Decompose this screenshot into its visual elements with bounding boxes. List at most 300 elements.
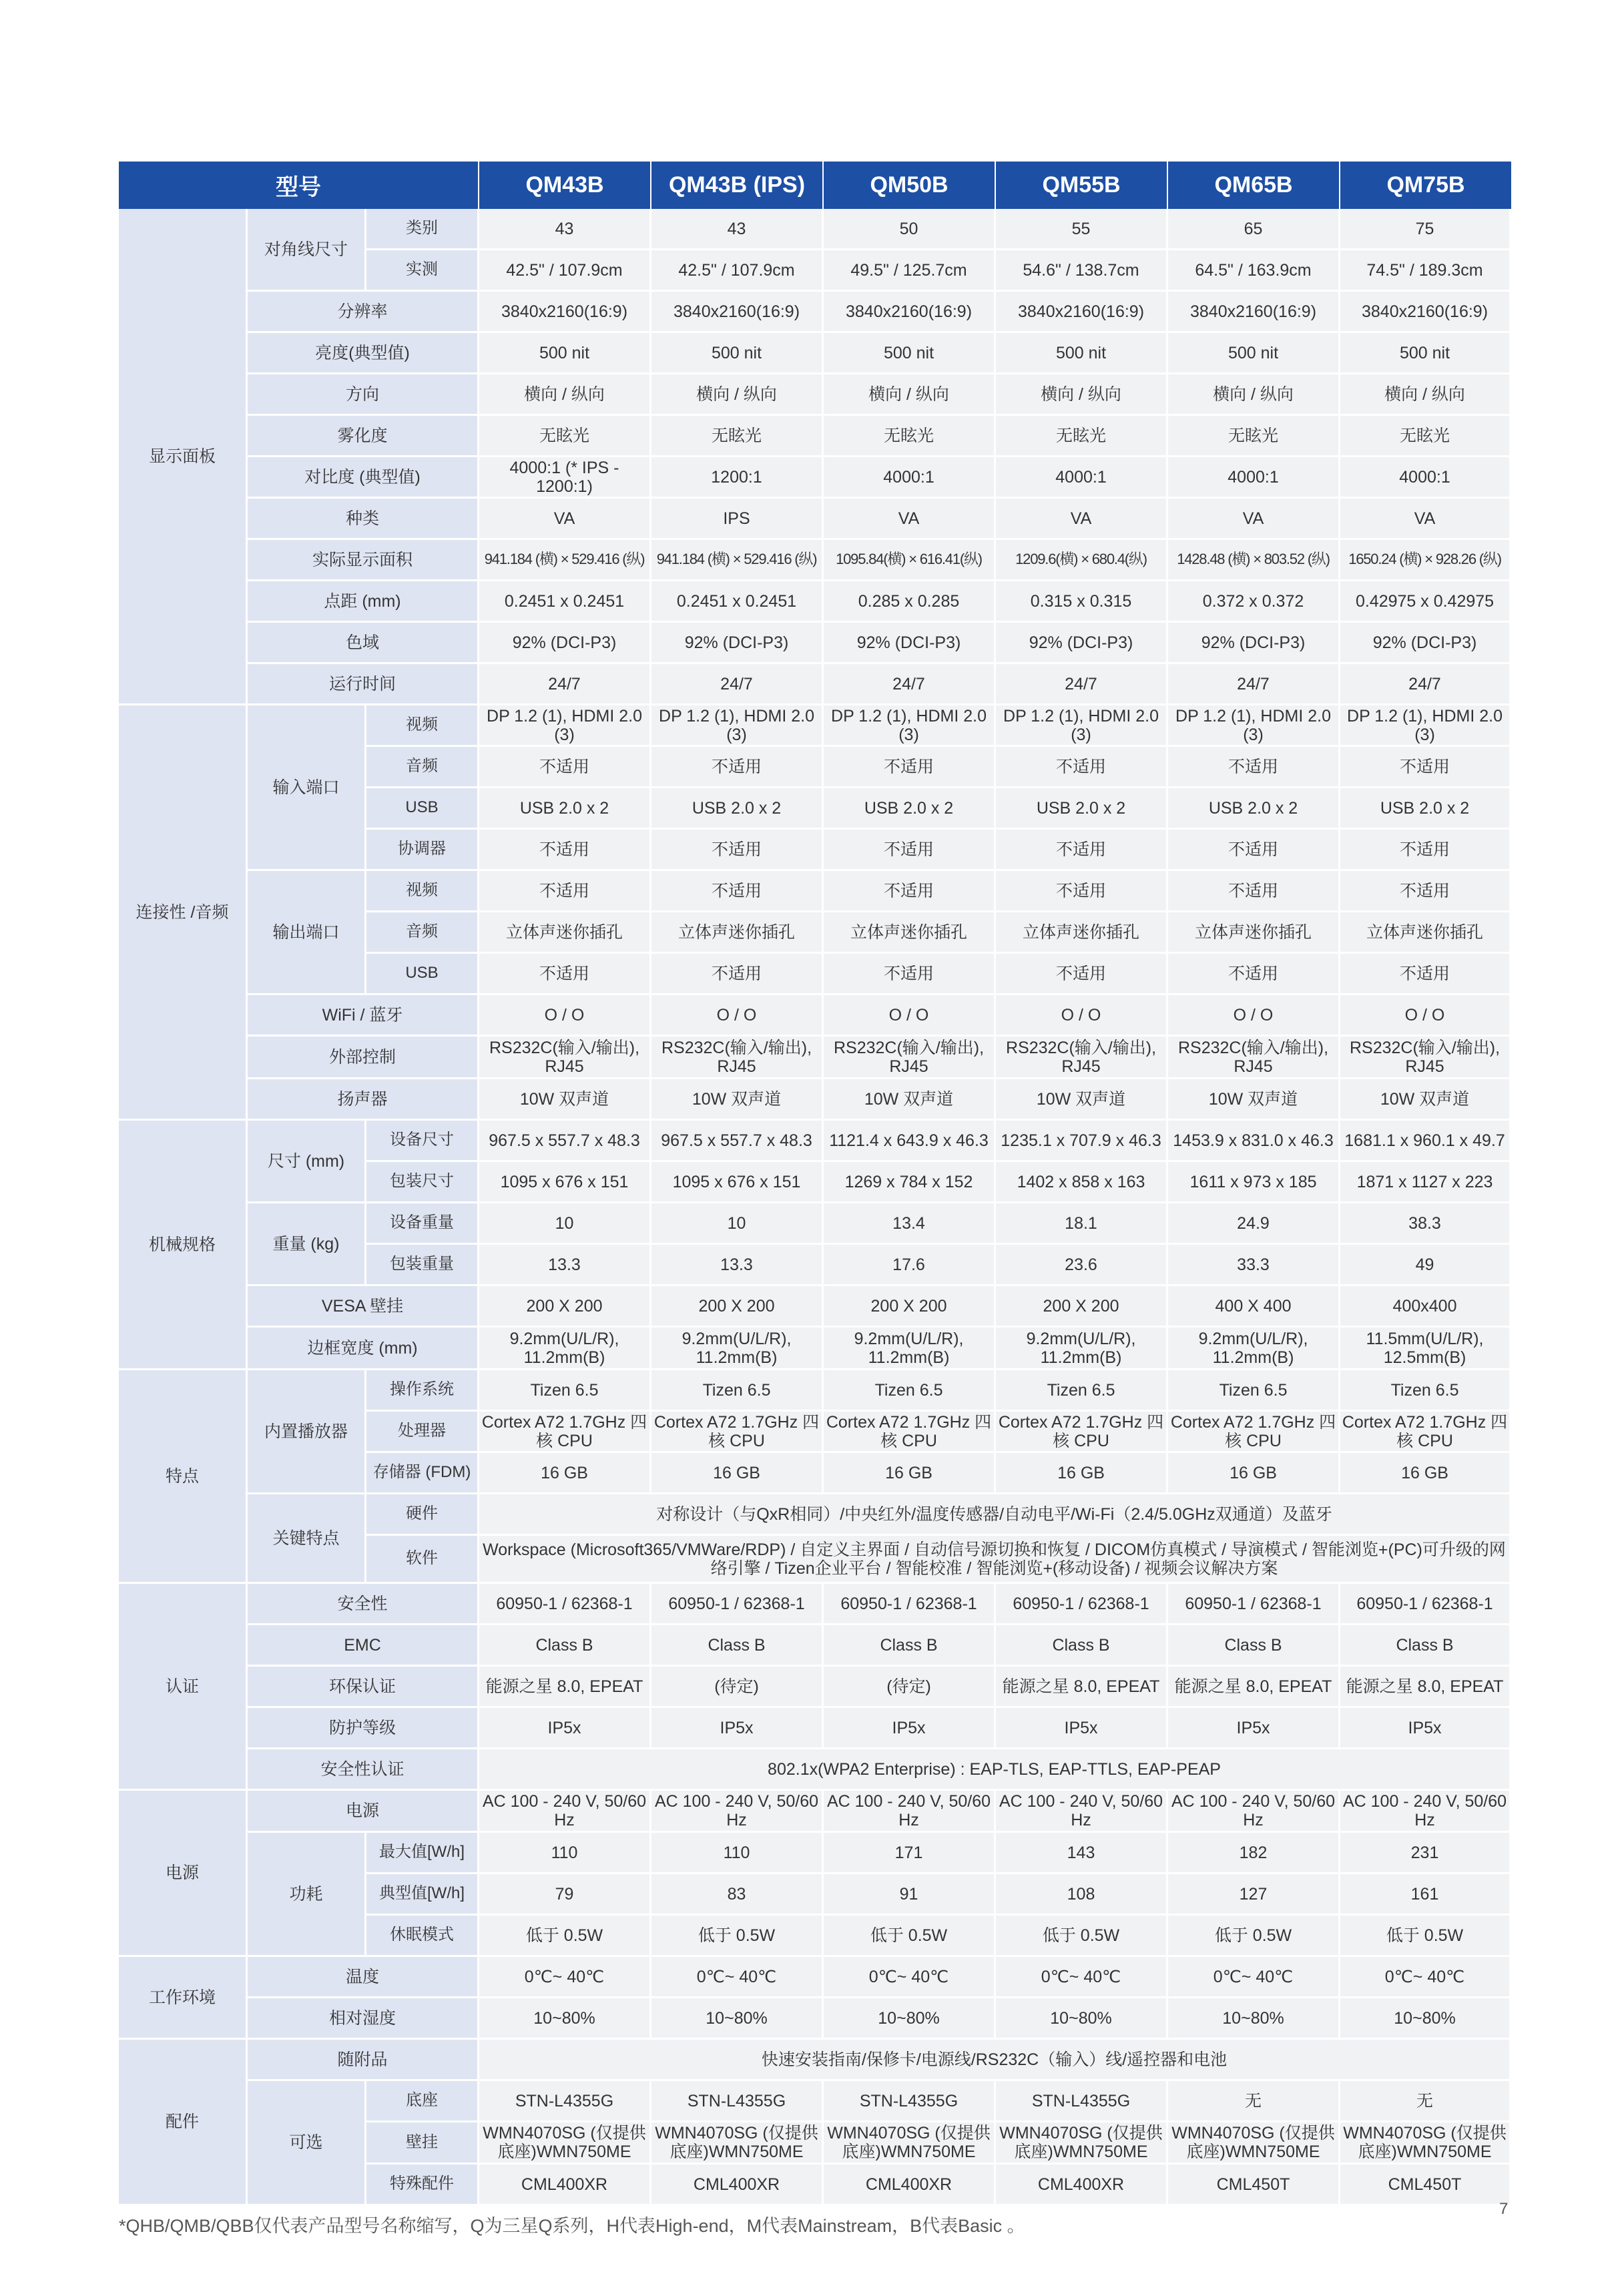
spec-row <box>119 1203 1511 1245</box>
spec-value: O / O <box>479 995 651 1037</box>
spec-value: CML400XR <box>996 2165 1168 2206</box>
spec-value: 10~80% <box>996 1998 1168 2040</box>
spec-row <box>119 1998 1511 2040</box>
spec-value: VA <box>1340 499 1511 540</box>
spec-value: 3840x2160(16:9) <box>1168 292 1340 333</box>
spec-value: 9.2mm(U/L/R), 11.2mm(B) <box>996 1328 1168 1370</box>
item-label: 设备尺寸 <box>366 1121 479 1162</box>
spec-value: 4000:1 <box>996 457 1168 499</box>
spec-value: Tizen 6.5 <box>479 1370 651 1412</box>
spec-value: 4000:1 <box>1340 457 1511 499</box>
spec-value: DP 1.2 (1), HDMI 2.0 (3) <box>1340 705 1511 747</box>
spec-value: DP 1.2 (1), HDMI 2.0 (3) <box>479 705 651 747</box>
spec-value: 38.3 <box>1340 1203 1511 1245</box>
spec-row <box>119 664 1511 705</box>
spec-value: 无 <box>1168 2081 1340 2122</box>
item-label: 处理器 <box>366 1412 479 1453</box>
spec-value: 92% (DCI-P3) <box>1340 623 1511 664</box>
spec-value: 54.6" / 138.7cm <box>996 250 1168 292</box>
spec-value: USB 2.0 x 2 <box>479 788 651 830</box>
spec-value: 60950-1 / 62368-1 <box>1168 1584 1340 1625</box>
spec-value: Tizen 6.5 <box>996 1370 1168 1412</box>
spec-row <box>119 1708 1511 1749</box>
spec-value: 立体声迷你插孔 <box>824 912 996 954</box>
spec-value: IP5x <box>1168 1708 1340 1749</box>
spec-value: USB 2.0 x 2 <box>824 788 996 830</box>
spec-value: 不适用 <box>1168 830 1340 871</box>
spec-value: DP 1.2 (1), HDMI 2.0 (3) <box>1168 705 1340 747</box>
item-label: 音频 <box>366 747 479 788</box>
spec-value: 3840x2160(16:9) <box>824 292 996 333</box>
spec-value: 941.184 (横) × 529.416 (纵) <box>651 540 824 581</box>
spec-value: 低于 0.5W <box>996 1916 1168 1957</box>
spec-value: 74.5" / 189.3cm <box>1340 250 1511 292</box>
spec-value: VA <box>479 499 651 540</box>
spec-value: 200 X 200 <box>824 1286 996 1328</box>
spec-value: IP5x <box>479 1708 651 1749</box>
spec-value: 横向 / 纵向 <box>1340 374 1511 416</box>
spec-row <box>119 1833 1511 1874</box>
item-label: USB <box>366 788 479 830</box>
subcategory-label: 尺寸 (mm) <box>248 1121 366 1203</box>
spec-value: 0.2451 x 0.2451 <box>479 581 651 623</box>
spec-value: 33.3 <box>1168 1245 1340 1286</box>
spec-value: 60950-1 / 62368-1 <box>824 1584 996 1625</box>
spec-row <box>119 2040 1511 2081</box>
spec-value: 不适用 <box>996 954 1168 995</box>
spec-value: DP 1.2 (1), HDMI 2.0 (3) <box>824 705 996 747</box>
spec-value: 不适用 <box>1340 954 1511 995</box>
spec-value: 60950-1 / 62368-1 <box>651 1584 824 1625</box>
spec-value: Tizen 6.5 <box>651 1370 824 1412</box>
spec-value: 低于 0.5W <box>824 1916 996 1957</box>
spec-value: 1209.6(横) × 680.4(纵) <box>996 540 1168 581</box>
spec-value: Class B <box>651 1625 824 1667</box>
spec-value: 941.184 (横) × 529.416 (纵) <box>479 540 651 581</box>
spec-value: 3840x2160(16:9) <box>996 292 1168 333</box>
spec-value: 10 <box>479 1203 651 1245</box>
spec-row <box>119 705 1511 747</box>
spec-value: Cortex A72 1.7GHz 四核 CPU <box>479 1412 651 1453</box>
spec-value: 1095.84(横) × 616.41(纵) <box>824 540 996 581</box>
spec-value: 10 <box>651 1203 824 1245</box>
spec-value: STN-L4355G <box>824 2081 996 2122</box>
subcategory-label: WiFi / 蓝牙 <box>248 995 479 1037</box>
spec-value: RS232C(输入/输出), RJ45 <box>1168 1037 1340 1079</box>
spec-value: 16 GB <box>824 1453 996 1494</box>
spec-value: RS232C(输入/输出), RJ45 <box>651 1037 824 1079</box>
spec-value: Class B <box>996 1625 1168 1667</box>
subcategory-label: 随附品 <box>248 2040 479 2081</box>
item-label: 类别 <box>366 209 479 250</box>
subcategory-label: VESA 壁挂 <box>248 1286 479 1328</box>
spec-value: 500 nit <box>1168 333 1340 374</box>
subcategory-label: 对比度 (典型值) <box>248 457 479 499</box>
spec-value: USB 2.0 x 2 <box>996 788 1168 830</box>
spec-value: 低于 0.5W <box>479 1916 651 1957</box>
spec-body <box>119 209 1511 2206</box>
spec-value: 10~80% <box>479 1998 651 2040</box>
spec-value: 横向 / 纵向 <box>1168 374 1340 416</box>
spec-table <box>119 162 1511 2206</box>
subcategory-label: 安全性认证 <box>248 1749 479 1791</box>
item-label: 实测 <box>366 250 479 292</box>
spec-value: IP5x <box>996 1708 1168 1749</box>
spec-value: 13.3 <box>651 1245 824 1286</box>
spec-value-span: 快速安装指南/保修卡/电源线/RS232C（输入）线/遥控器和电池 <box>479 2040 1511 2081</box>
spec-value: O / O <box>1168 995 1340 1037</box>
spec-value: 24.9 <box>1168 1203 1340 1245</box>
spec-value: 1200:1 <box>651 457 824 499</box>
spec-value: 不适用 <box>651 830 824 871</box>
spec-row <box>119 1957 1511 1998</box>
spec-value: RS232C(输入/输出), RJ45 <box>996 1037 1168 1079</box>
spec-value: WMN4070SG (仅提供底座)WMN750ME <box>824 2122 996 2165</box>
spec-value: 24/7 <box>1340 664 1511 705</box>
item-label: 操作系统 <box>366 1370 479 1412</box>
subcategory-label: 方向 <box>248 374 479 416</box>
subcategory-label: 内置播放器 <box>248 1370 366 1494</box>
spec-value: 79 <box>479 1874 651 1916</box>
spec-row <box>119 540 1511 581</box>
subcategory-label: 重量 (kg) <box>248 1203 366 1286</box>
category-label: 特点 <box>119 1370 248 1584</box>
item-label: 壁挂 <box>366 2122 479 2165</box>
spec-row <box>119 1286 1511 1328</box>
spec-value: AC 100 - 240 V, 50/60 Hz <box>996 1791 1168 1833</box>
category-label: 机械规格 <box>119 1121 248 1370</box>
spec-value: 9.2mm(U/L/R), 11.2mm(B) <box>824 1328 996 1370</box>
spec-value: 不适用 <box>1168 747 1340 788</box>
spec-row <box>119 457 1511 499</box>
spec-row <box>119 1791 1511 1833</box>
spec-value: 不适用 <box>996 871 1168 912</box>
spec-value: 横向 / 纵向 <box>824 374 996 416</box>
spec-row <box>119 1749 1511 1791</box>
spec-value: 0℃~ 40℃ <box>824 1957 996 1998</box>
spec-value: 1235.1 x 707.9 x 46.3 <box>996 1121 1168 1162</box>
spec-value: 24/7 <box>479 664 651 705</box>
spec-value: 65 <box>1168 209 1340 250</box>
spec-value: 43 <box>479 209 651 250</box>
spec-value: 4000:1 (* IPS - 1200:1) <box>479 457 651 499</box>
item-label: 底座 <box>366 2081 479 2122</box>
spec-value: 161 <box>1340 1874 1511 1916</box>
category-label: 连接性 /音频 <box>119 705 248 1121</box>
spec-value: 200 X 200 <box>996 1286 1168 1328</box>
spec-value: USB 2.0 x 2 <box>1168 788 1340 830</box>
spec-value: 92% (DCI-P3) <box>1168 623 1340 664</box>
spec-value: WMN4070SG (仅提供底座)WMN750ME <box>651 2122 824 2165</box>
spec-value: 0.2451 x 0.2451 <box>651 581 824 623</box>
spec-value: RS232C(输入/输出), RJ45 <box>1340 1037 1511 1079</box>
spec-value: AC 100 - 240 V, 50/60 Hz <box>479 1791 651 1833</box>
spec-value: 24/7 <box>1168 664 1340 705</box>
spec-value-span: 802.1x(WPA2 Enterprise) : EAP-TLS, EAP-TTLS, EAP-PEAP <box>479 1749 1511 1791</box>
spec-value: RS232C(输入/输出), RJ45 <box>824 1037 996 1079</box>
subcategory-label: 安全性 <box>248 1584 479 1625</box>
spec-value: 不适用 <box>479 747 651 788</box>
spec-value: 231 <box>1340 1833 1511 1874</box>
spec-value: 9.2mm(U/L/R), 11.2mm(B) <box>651 1328 824 1370</box>
spec-value: STN-L4355G <box>479 2081 651 2122</box>
spec-value: 立体声迷你插孔 <box>651 912 824 954</box>
spec-value: 75 <box>1340 209 1511 250</box>
spec-value: Tizen 6.5 <box>1340 1370 1511 1412</box>
spec-value: CML400XR <box>479 2165 651 2206</box>
model-label: 型号 <box>119 162 479 209</box>
spec-value: 17.6 <box>824 1245 996 1286</box>
spec-value: 10W 双声道 <box>1168 1079 1340 1121</box>
item-label: 硬件 <box>366 1494 479 1536</box>
spec-row <box>119 1328 1511 1370</box>
subcategory-label: 环保认证 <box>248 1667 479 1708</box>
spec-value: 182 <box>1168 1833 1340 1874</box>
spec-value: 500 nit <box>479 333 651 374</box>
spec-value: 92% (DCI-P3) <box>651 623 824 664</box>
spec-value: 0℃~ 40℃ <box>1340 1957 1511 1998</box>
footnote: *QHB/QMB/QBB仅代表产品型号名称缩写，Q为三星Q系列，H代表High-end，M代表Mainstream，B代表Basic 。 <box>119 2216 1025 2236</box>
spec-row <box>119 1625 1511 1667</box>
spec-value: 91 <box>824 1874 996 1916</box>
spec-value: 1095 x 676 x 151 <box>479 1162 651 1203</box>
spec-value: 1453.9 x 831.0 x 46.3 <box>1168 1121 1340 1162</box>
spec-value: 200 X 200 <box>651 1286 824 1328</box>
spec-value: AC 100 - 240 V, 50/60 Hz <box>1168 1791 1340 1833</box>
spec-row <box>119 292 1511 333</box>
spec-value: 92% (DCI-P3) <box>479 623 651 664</box>
page-number: 7 <box>1499 2200 1509 2218</box>
spec-value: IP5x <box>1340 1708 1511 1749</box>
spec-value: AC 100 - 240 V, 50/60 Hz <box>824 1791 996 1833</box>
spec-value: 横向 / 纵向 <box>651 374 824 416</box>
spec-value: DP 1.2 (1), HDMI 2.0 (3) <box>651 705 824 747</box>
spec-value: 16 GB <box>1340 1453 1511 1494</box>
spec-value: USB 2.0 x 2 <box>651 788 824 830</box>
spec-value: 0℃~ 40℃ <box>651 1957 824 1998</box>
spec-value: Cortex A72 1.7GHz 四核 CPU <box>1340 1412 1511 1453</box>
spec-value: CML450T <box>1340 2165 1511 2206</box>
subcategory-label: EMC <box>248 1625 479 1667</box>
spec-value: CML450T <box>1168 2165 1340 2206</box>
spec-value: VA <box>996 499 1168 540</box>
spec-value: 0.42975 x 0.42975 <box>1340 581 1511 623</box>
subcategory-label: 输入端口 <box>248 705 366 871</box>
spec-value: 42.5" / 107.9cm <box>479 250 651 292</box>
item-label: 最大值[W/h] <box>366 1833 479 1874</box>
spec-value: WMN4070SG (仅提供底座)WMN750ME <box>1340 2122 1511 2165</box>
spec-value: 1095 x 676 x 151 <box>651 1162 824 1203</box>
spec-value: 110 <box>651 1833 824 1874</box>
spec-value: 60950-1 / 62368-1 <box>1340 1584 1511 1625</box>
spec-row <box>119 333 1511 374</box>
item-label: 音频 <box>366 912 479 954</box>
spec-value: O / O <box>1340 995 1511 1037</box>
spec-value: 横向 / 纵向 <box>996 374 1168 416</box>
subcategory-label: 亮度(典型值) <box>248 333 479 374</box>
spec-value: 400 X 400 <box>1168 1286 1340 1328</box>
spec-value: 13.3 <box>479 1245 651 1286</box>
spec-value: 24/7 <box>824 664 996 705</box>
spec-value: 1428.48 (横) × 803.52 (纵) <box>1168 540 1340 581</box>
subcategory-label: 可选 <box>248 2081 366 2206</box>
subcategory-label: 运行时间 <box>248 664 479 705</box>
spec-value: 18.1 <box>996 1203 1168 1245</box>
spec-value: 不适用 <box>479 830 651 871</box>
spec-value: WMN4070SG (仅提供底座)WMN750ME <box>479 2122 651 2165</box>
spec-value: 11.5mm(U/L/R), 12.5mm(B) <box>1340 1328 1511 1370</box>
spec-value: 16 GB <box>651 1453 824 1494</box>
spec-value: 10W 双声道 <box>1340 1079 1511 1121</box>
spec-value: 500 nit <box>996 333 1168 374</box>
item-label: 软件 <box>366 1536 479 1584</box>
spec-value: 143 <box>996 1833 1168 1874</box>
spec-row <box>119 623 1511 664</box>
spec-value: 9.2mm(U/L/R), 11.2mm(B) <box>1168 1328 1340 1370</box>
spec-value: 10~80% <box>824 1998 996 2040</box>
item-label: USB <box>366 954 479 995</box>
spec-value: Tizen 6.5 <box>1168 1370 1340 1412</box>
spec-value: 1871 x 1127 x 223 <box>1340 1162 1511 1203</box>
category-label: 配件 <box>119 2040 248 2206</box>
spec-value: 3840x2160(16:9) <box>1340 292 1511 333</box>
spec-value: 10W 双声道 <box>651 1079 824 1121</box>
subcategory-label: 输出端口 <box>248 871 366 995</box>
spec-row <box>119 1494 1511 1536</box>
model-header: QM65B <box>1168 162 1340 209</box>
spec-value: 83 <box>651 1874 824 1916</box>
spec-value: 不适用 <box>651 954 824 995</box>
subcategory-label: 关键特点 <box>248 1494 366 1584</box>
spec-value: AC 100 - 240 V, 50/60 Hz <box>651 1791 824 1833</box>
item-label: 典型值[W/h] <box>366 1874 479 1916</box>
spec-value: O / O <box>651 995 824 1037</box>
item-label: 视频 <box>366 705 479 747</box>
category-label: 认证 <box>119 1584 248 1791</box>
subcategory-label: 实际显示面积 <box>248 540 479 581</box>
spec-value: 500 nit <box>651 333 824 374</box>
spec-value: 16 GB <box>1168 1453 1340 1494</box>
spec-value: DP 1.2 (1), HDMI 2.0 (3) <box>996 705 1168 747</box>
item-label: 包装重量 <box>366 1245 479 1286</box>
spec-value: 能源之星 8.0, EPEAT <box>996 1667 1168 1708</box>
spec-value: 92% (DCI-P3) <box>996 623 1168 664</box>
spec-value: 3840x2160(16:9) <box>651 292 824 333</box>
spec-value: 23.6 <box>996 1245 1168 1286</box>
subcategory-label: 对角线尺寸 <box>248 209 366 292</box>
spec-value: 42.5" / 107.9cm <box>651 250 824 292</box>
category-label: 工作环境 <box>119 1957 248 2040</box>
spec-value: IPS <box>651 499 824 540</box>
spec-value: 无眩光 <box>996 416 1168 457</box>
spec-value: 不适用 <box>651 871 824 912</box>
spec-value: 200 X 200 <box>479 1286 651 1328</box>
spec-value: STN-L4355G <box>996 2081 1168 2122</box>
model-header: QM50B <box>824 162 996 209</box>
spec-value: WMN4070SG (仅提供底座)WMN750ME <box>996 2122 1168 2165</box>
spec-value: 16 GB <box>479 1453 651 1494</box>
spec-row <box>119 1037 1511 1079</box>
spec-value-span: 对称设计（与QxR相同）/中央红外/温度传感器/自动电平/Wi-Fi（2.4/5.0GHz双通道）及蓝牙 <box>479 1494 1511 1536</box>
spec-value: 3840x2160(16:9) <box>479 292 651 333</box>
spec-row <box>119 995 1511 1037</box>
spec-value: 不适用 <box>1340 747 1511 788</box>
spec-row <box>119 1079 1511 1121</box>
spec-value: CML400XR <box>824 2165 996 2206</box>
spec-value: 92% (DCI-P3) <box>824 623 996 664</box>
item-label: 视频 <box>366 871 479 912</box>
spec-row <box>119 1370 1511 1412</box>
item-label: 协调器 <box>366 830 479 871</box>
spec-value: Class B <box>1168 1625 1340 1667</box>
spec-value: 49.5" / 125.7cm <box>824 250 996 292</box>
category-label: 显示面板 <box>119 209 248 705</box>
subcategory-label: 种类 <box>248 499 479 540</box>
spec-value: 10~80% <box>1168 1998 1340 2040</box>
subcategory-label: 分辨率 <box>248 292 479 333</box>
spec-value: 不适用 <box>824 954 996 995</box>
spec-value: 127 <box>1168 1874 1340 1916</box>
spec-value: 4000:1 <box>1168 457 1340 499</box>
spec-row <box>119 1584 1511 1625</box>
model-header: QM55B <box>996 162 1168 209</box>
spec-row <box>119 499 1511 540</box>
spec-value: Class B <box>824 1625 996 1667</box>
model-header: QM75B <box>1340 162 1511 209</box>
spec-value: 43 <box>651 209 824 250</box>
spec-value: 不适用 <box>1340 830 1511 871</box>
spec-value: 立体声迷你插孔 <box>479 912 651 954</box>
spec-value: 55 <box>996 209 1168 250</box>
spec-value: 4000:1 <box>824 457 996 499</box>
spec-value: 967.5 x 557.7 x 48.3 <box>479 1121 651 1162</box>
spec-value: 不适用 <box>479 954 651 995</box>
spec-value: 无 <box>1340 2081 1511 2122</box>
spec-value: 1681.1 x 960.1 x 49.7 <box>1340 1121 1511 1162</box>
spec-row <box>119 2081 1511 2122</box>
subcategory-label: 电源 <box>248 1791 479 1833</box>
spec-value: 无眩光 <box>651 416 824 457</box>
spec-row <box>119 1121 1511 1162</box>
spec-value: Class B <box>479 1625 651 1667</box>
spec-value: O / O <box>996 995 1168 1037</box>
subcategory-label: 相对湿度 <box>248 1998 479 2040</box>
spec-value: 横向 / 纵向 <box>479 374 651 416</box>
spec-value: 9.2mm(U/L/R), 11.2mm(B) <box>479 1328 651 1370</box>
spec-value: O / O <box>824 995 996 1037</box>
category-label: 电源 <box>119 1791 248 1957</box>
subcategory-label: 点距 (mm) <box>248 581 479 623</box>
spec-value: 13.4 <box>824 1203 996 1245</box>
spec-value: AC 100 - 240 V, 50/60 Hz <box>1340 1791 1511 1833</box>
spec-value: 400x400 <box>1340 1286 1511 1328</box>
spec-value: 64.5" / 163.9cm <box>1168 250 1340 292</box>
spec-value: 立体声迷你插孔 <box>1168 912 1340 954</box>
spec-value: (待定) <box>651 1667 824 1708</box>
spec-value: 24/7 <box>996 664 1168 705</box>
spec-row <box>119 871 1511 912</box>
subcategory-label: 防护等级 <box>248 1708 479 1749</box>
spec-value: CML400XR <box>651 2165 824 2206</box>
subcategory-label: 功耗 <box>248 1833 366 1957</box>
spec-row <box>119 416 1511 457</box>
spec-value: 0℃~ 40℃ <box>479 1957 651 1998</box>
spec-row <box>119 374 1511 416</box>
item-label: 设备重量 <box>366 1203 479 1245</box>
spec-value: 500 nit <box>824 333 996 374</box>
spec-value: 0.315 x 0.315 <box>996 581 1168 623</box>
spec-value: (待定) <box>824 1667 996 1708</box>
